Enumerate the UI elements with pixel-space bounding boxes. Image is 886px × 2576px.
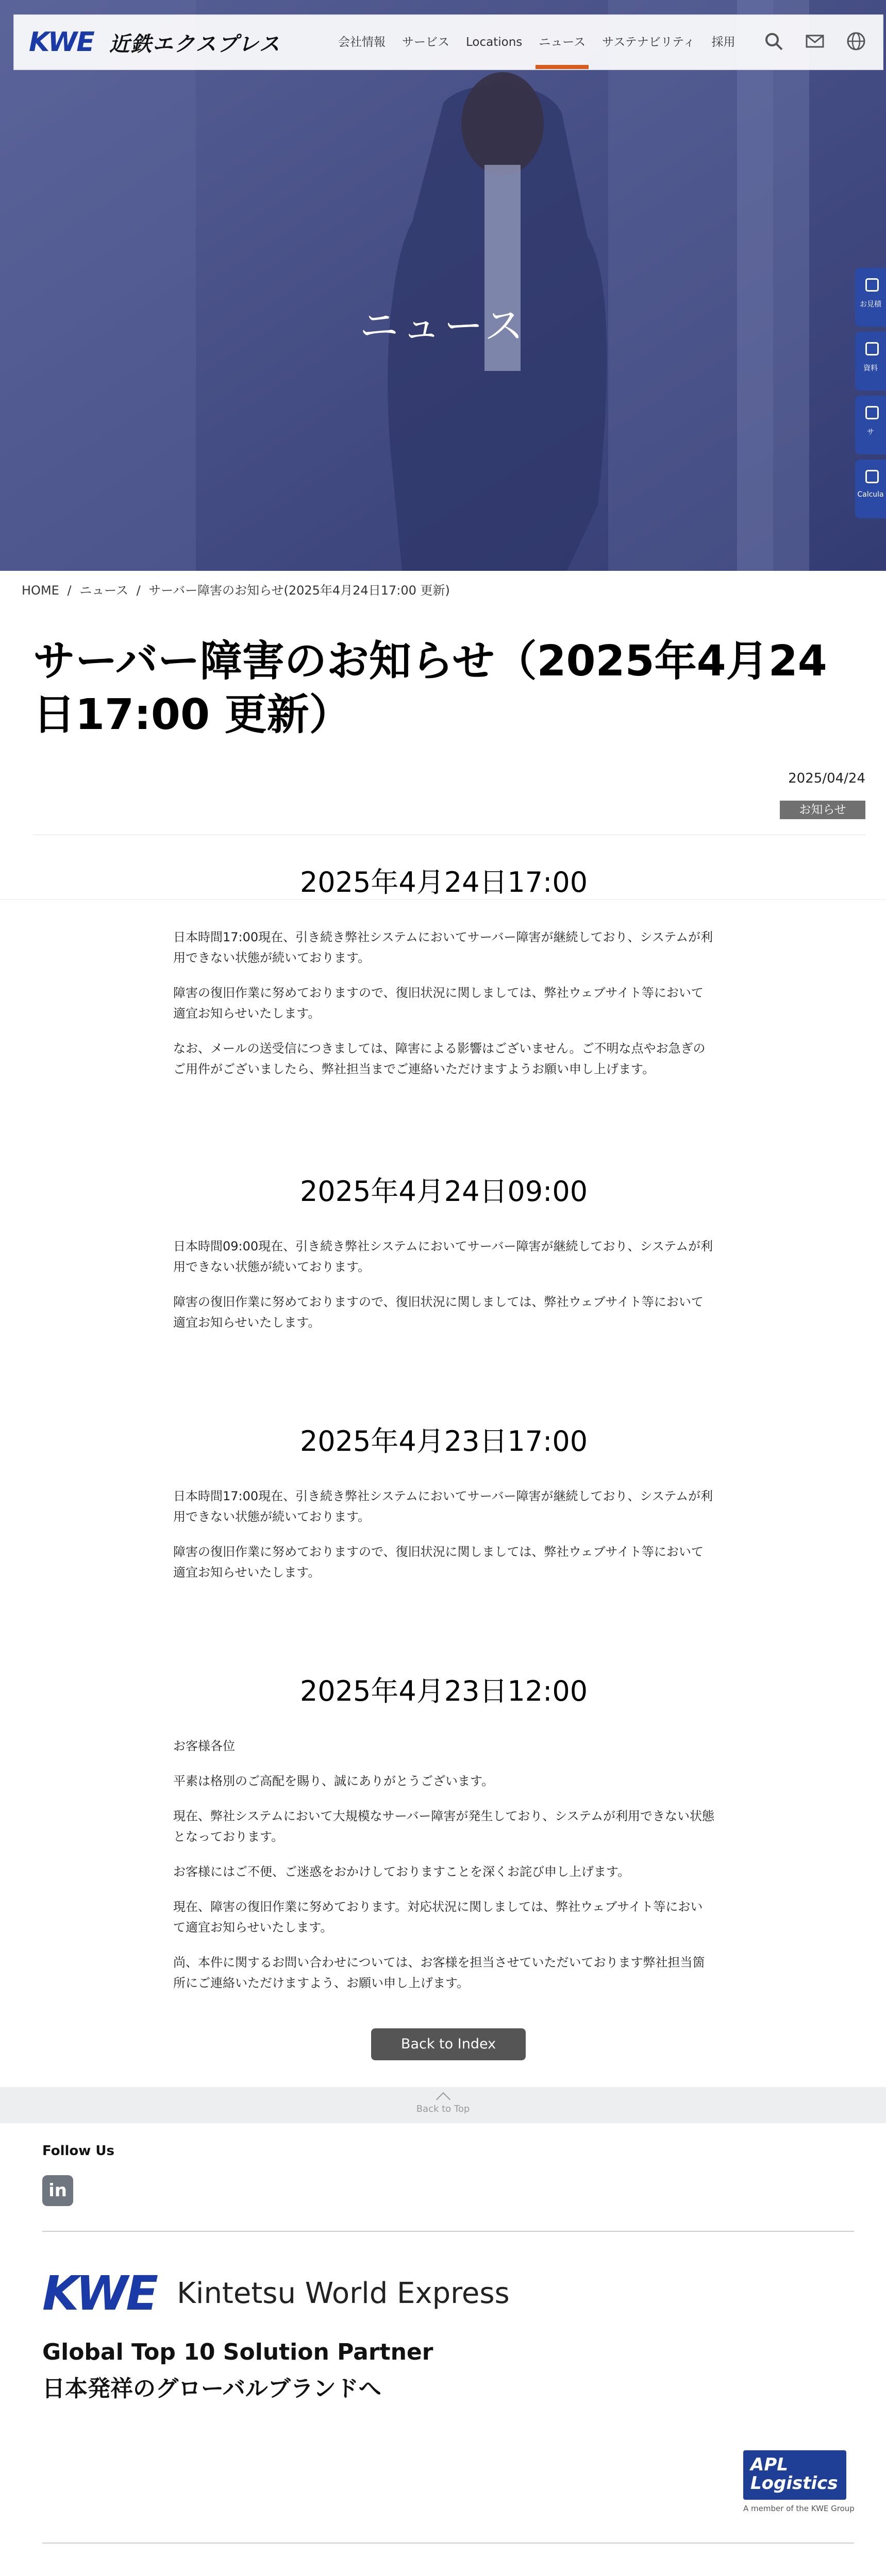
breadcrumb-current: サーバー障害のお知らせ(2025年4月24日17:00 更新) — [148, 583, 450, 598]
footer-company-name: Kintetsu World Express — [177, 2277, 510, 2310]
breadcrumb-separator: / — [136, 583, 141, 598]
menu-item-careers[interactable]: 採用 — [711, 36, 735, 49]
divider — [42, 2543, 854, 2544]
footer-logo[interactable] — [42, 2266, 510, 2321]
breadcrumb — [22, 580, 454, 598]
update-section — [173, 860, 714, 1094]
menu-item-sustainability[interactable]: サステナビリティ — [602, 36, 695, 49]
mail-icon[interactable] — [804, 30, 826, 53]
divider — [42, 2231, 854, 2232]
logo-text: 近鉄エクスプレス — [109, 32, 281, 56]
section-paragraph: 平素は格別のご高配を賜り、誠にありがとうございます。 — [173, 1774, 494, 1788]
section-paragraph: 尚、本件に関するお問い合わせについては、お客様を担当させていただいております弊社担当箇所にご連絡いただけますよう、お願い申し上げます。 — [173, 1955, 705, 1990]
hero-overlay — [0, 0, 886, 571]
breadcrumb-home[interactable]: HOME — [22, 583, 59, 598]
back-to-index-button[interactable]: Back to Index — [371, 2028, 526, 2060]
back-to-top-label: Back to Top — [416, 2104, 470, 2114]
side-tabs — [855, 268, 886, 523]
document-icon — [865, 342, 879, 355]
apl-logistics-logo[interactable]: APL Logistics — [743, 2450, 846, 2500]
update-section — [173, 1669, 714, 2008]
page-title: サーバー障害のお知らせ（2025年4月24日17:00 更新） — [33, 637, 827, 739]
footer-tagline: 日本発祥のグローバルブランドへ — [42, 2376, 381, 2402]
category-badge: お知らせ — [780, 801, 865, 819]
breadcrumb-separator: / — [67, 583, 72, 598]
hero-title: ニュース — [359, 303, 527, 349]
section-paragraph: 現在、障害の復旧作業に努めております。対応状況に関しましては、弊社ウェブサイト等において適宜お知らせいたします。 — [173, 1900, 703, 1935]
side-tab-label: Calcula — [857, 490, 884, 499]
service-icon — [865, 406, 879, 419]
side-tab-label: 資料 — [863, 364, 878, 372]
footer-logo-mark: KWE — [42, 2266, 157, 2321]
section-paragraph: 現在、弊社システムにおいて大規模なサーバー障害が発生しており、システムが利用できない状態となっております。 — [173, 1809, 714, 1844]
side-tab-service[interactable] — [855, 396, 886, 454]
section-paragraph: 日本時間09:00現在、引き続き弊社システムにおいてサーバー障害が継続しており、システムが利用できない状態が続いております。 — [173, 1239, 713, 1274]
follow-us-label: Follow Us — [42, 2143, 114, 2159]
site-logo[interactable] — [29, 27, 281, 58]
linkedin-icon[interactable]: in — [42, 2175, 73, 2206]
menu-item-services[interactable]: サービス — [402, 36, 449, 49]
section-paragraph: お客様各位 — [173, 1739, 235, 1753]
side-tab-quote[interactable] — [855, 268, 886, 327]
section-heading: 2025年4月23日12:00 — [299, 1675, 588, 1707]
post-date: 2025/04/24 — [788, 771, 865, 786]
side-tab-label: サ — [867, 428, 874, 436]
logo-mark: KWE — [29, 27, 94, 58]
menu-item-news[interactable]: ニュース — [530, 33, 594, 52]
quote-icon — [865, 278, 879, 292]
section-paragraph: なお、メールの送受信につきましては、障害による影響はございません。ご不明な点やお急ぎのご用件がございましたら、弊社担当までご連絡いただけますようお願い申し上げます。 — [173, 1041, 706, 1076]
header-icons — [762, 30, 867, 53]
section-paragraph: 障害の復旧作業に努めておりますので、復旧状況に関しましては、弊社ウェブサイト等において適宜お知らせいたします。 — [173, 986, 704, 1021]
section-paragraph: 障害の復旧作業に努めておりますので、復旧状況に関しましては、弊社ウェブサイト等において適宜お知らせいたします。 — [173, 1295, 704, 1330]
breadcrumb-news[interactable]: ニュース — [79, 583, 128, 598]
section-heading: 2025年4月23日17:00 — [299, 1425, 588, 1458]
section-paragraph: お客様にはご不便、ご迷惑をおかけしておりますことを深くお詫び申し上げます。 — [173, 1865, 630, 1879]
back-to-top-button[interactable] — [0, 2087, 886, 2123]
update-section — [173, 1419, 714, 1597]
side-tab-label: お見積 — [860, 300, 881, 309]
search-icon[interactable] — [762, 30, 785, 53]
menu-item-company[interactable]: 会社情報 — [338, 36, 386, 49]
main-menu — [330, 33, 743, 52]
section-heading: 2025年4月24日09:00 — [299, 1175, 588, 1208]
section-paragraph: 日本時間17:00現在、引き続き弊社システムにおいてサーバー障害が継続しており、システムが利用できない状態が続いております。 — [173, 930, 713, 965]
side-tab-calculator[interactable] — [855, 460, 886, 518]
hero-banner — [0, 0, 886, 571]
apl-caption: A member of the KWE Group — [743, 2504, 855, 2513]
footer-tagline: Global Top 10 Solution Partner — [42, 2339, 433, 2365]
side-tab-documents[interactable] — [855, 332, 886, 391]
section-paragraph: 日本時間17:00現在、引き続き弊社システムにおいてサーバー障害が継続しており、システムが利用できない状態が続いております。 — [173, 1489, 713, 1524]
section-paragraph: 障害の復旧作業に努めておりますので、復旧状況に関しましては、弊社ウェブサイト等において適宜お知らせいたします。 — [173, 1545, 704, 1580]
globe-icon[interactable] — [845, 30, 867, 53]
update-section — [173, 1170, 714, 1347]
menu-item-locations[interactable]: Locations — [466, 36, 523, 49]
calculator-icon — [865, 470, 879, 483]
section-heading: 2025年4月24日17:00 — [299, 866, 588, 899]
